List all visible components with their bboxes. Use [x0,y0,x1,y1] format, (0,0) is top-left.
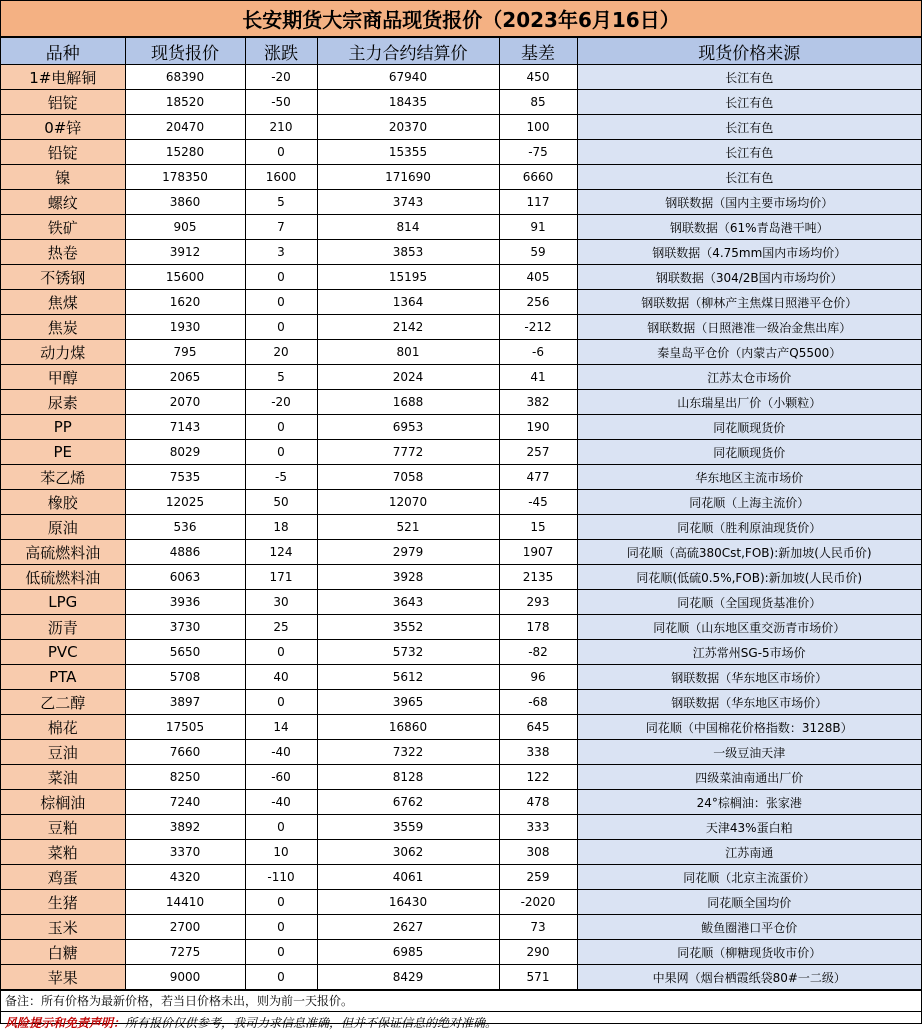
row-change: 1600 [245,165,317,190]
table-row [1,715,921,740]
row-change: 3 [245,240,317,265]
row-source: 同花顺（胜利原油现货价） [577,515,921,540]
row-basis: 478 [499,790,577,815]
row-spot-price: 4886 [125,540,245,565]
row-change: 7 [245,215,317,240]
row-spot-price: 7143 [125,415,245,440]
row-change: 50 [245,490,317,515]
header-source: 现货价格来源 [577,38,921,65]
row-settlement: 1688 [317,390,499,415]
row-basis: 91 [499,215,577,240]
row-variety: 白糖 [1,940,125,965]
row-source: 长江有色 [577,165,921,190]
row-settlement: 4061 [317,865,499,890]
row-change: 25 [245,615,317,640]
row-basis: 405 [499,265,577,290]
table-row [1,440,921,465]
row-variety: 螺纹 [1,190,125,215]
table-row [1,565,921,590]
row-change: 171 [245,565,317,590]
row-basis: -2020 [499,890,577,915]
row-settlement: 16430 [317,890,499,915]
row-spot-price: 795 [125,340,245,365]
risk-disclaimer [1,1011,921,1034]
row-change: 0 [245,140,317,165]
table-row [1,540,921,565]
row-change: 18 [245,515,317,540]
table-row [1,690,921,715]
row-change: -40 [245,790,317,815]
row-settlement: 521 [317,515,499,540]
row-change: 0 [245,640,317,665]
row-source: 钢联数据（4.75mm国内市场均价） [577,240,921,265]
table-row [1,340,921,365]
row-basis: 290 [499,940,577,965]
header-settlement: 主力合约结算价 [317,38,499,65]
row-basis: 15 [499,515,577,540]
row-source: 钢联数据（华东地区市场价） [577,690,921,715]
row-settlement: 15355 [317,140,499,165]
row-change: -60 [245,765,317,790]
row-settlement: 7322 [317,740,499,765]
row-source: 钢联数据（华东地区市场价） [577,665,921,690]
row-variety: 镍 [1,165,125,190]
row-change: 5 [245,365,317,390]
row-basis: 333 [499,815,577,840]
table-row [1,515,921,540]
table-row [1,590,921,615]
row-basis: 96 [499,665,577,690]
row-settlement: 1364 [317,290,499,315]
row-basis: 122 [499,765,577,790]
table-row [1,615,921,640]
row-settlement: 6762 [317,790,499,815]
row-spot-price: 3370 [125,840,245,865]
header-basis: 基差 [499,38,577,65]
row-settlement: 6985 [317,940,499,965]
row-settlement: 15195 [317,265,499,290]
row-variety: 棕榈油 [1,790,125,815]
row-source: 江苏常州SG-5市场价 [577,640,921,665]
row-variety: 生猪 [1,890,125,915]
row-source: 长江有色 [577,90,921,115]
table-row [1,790,921,815]
row-settlement: 3552 [317,615,499,640]
row-change: 14 [245,715,317,740]
row-change: 20 [245,340,317,365]
row-variety: PP [1,415,125,440]
row-settlement: 6953 [317,415,499,440]
row-basis: 190 [499,415,577,440]
risk-label: 风险提示和免责声明： [5,1016,126,1030]
row-source: 同花顺（全国现货基准价） [577,590,921,615]
row-change: 40 [245,665,317,690]
table-row [1,140,921,165]
row-change: 5 [245,190,317,215]
row-source: 四级菜油南通出厂价 [577,765,921,790]
row-basis: 41 [499,365,577,390]
row-variety: PE [1,440,125,465]
table-row [1,290,921,315]
header-spot-price: 现货报价 [125,38,245,65]
row-settlement: 5612 [317,665,499,690]
row-settlement: 67940 [317,65,499,90]
row-spot-price: 3912 [125,240,245,265]
row-source: 江苏南通 [577,840,921,865]
row-settlement: 7772 [317,440,499,465]
row-spot-price: 1930 [125,315,245,340]
row-source: 天津43%蛋白粕 [577,815,921,840]
table-row [1,815,921,840]
row-spot-price: 20470 [125,115,245,140]
row-source: 钢联数据（日照港准一级冶金焦出库） [577,315,921,340]
footnote: 备注：所有价格为最新价格，若当日价格未出，则为前一天报价。 [1,990,921,1011]
table-row [1,65,921,90]
row-settlement: 801 [317,340,499,365]
row-spot-price: 3936 [125,590,245,615]
row-source: 24°棕榈油：张家港 [577,790,921,815]
row-settlement: 814 [317,215,499,240]
table-row [1,240,921,265]
row-variety: 苯乙烯 [1,465,125,490]
row-variety: PVC [1,640,125,665]
row-basis: 259 [499,865,577,890]
row-variety: 低硫燃料油 [1,565,125,590]
row-source: 华东地区主流市场价 [577,465,921,490]
row-spot-price: 2700 [125,915,245,940]
row-change: 0 [245,290,317,315]
row-spot-price: 2070 [125,390,245,415]
row-spot-price: 2065 [125,365,245,390]
row-change: 0 [245,415,317,440]
row-source: 同花顺（上海主流价） [577,490,921,515]
row-change: -40 [245,740,317,765]
row-change: 124 [245,540,317,565]
row-basis: 338 [499,740,577,765]
table-row [1,665,921,690]
table-row [1,965,921,990]
row-source: 同花顺(低硫0.5%,FOB):新加坡(人民币价) [577,565,921,590]
row-basis: -75 [499,140,577,165]
row-spot-price: 3860 [125,190,245,215]
row-settlement: 8128 [317,765,499,790]
row-basis: 85 [499,90,577,115]
row-settlement: 3559 [317,815,499,840]
row-basis: 450 [499,65,577,90]
table-row [1,190,921,215]
header-variety: 品种 [1,38,125,65]
row-settlement: 12070 [317,490,499,515]
row-variety: 0#锌 [1,115,125,140]
row-variety: 橡胶 [1,490,125,515]
row-basis: -68 [499,690,577,715]
row-change: -20 [245,65,317,90]
row-variety: 铁矿 [1,215,125,240]
row-spot-price: 3730 [125,615,245,640]
row-source: 同花顺现货价 [577,415,921,440]
row-source: 同花顺现货价 [577,440,921,465]
row-source: 同花顺（山东地区重交沥青市场价） [577,615,921,640]
row-basis: 117 [499,190,577,215]
row-spot-price: 7275 [125,940,245,965]
row-spot-price: 7535 [125,465,245,490]
row-spot-price: 178350 [125,165,245,190]
row-variety: 尿素 [1,390,125,415]
row-settlement: 3743 [317,190,499,215]
row-source: 同花顺（高硫380Cst,FOB):新加坡(人民币价) [577,540,921,565]
header-change: 涨跌 [245,38,317,65]
row-basis: -82 [499,640,577,665]
row-spot-price: 18520 [125,90,245,115]
row-change: 0 [245,690,317,715]
row-spot-price: 3897 [125,690,245,715]
table-row [1,115,921,140]
row-source: 同花顺（北京主流蛋价） [577,865,921,890]
row-settlement: 5732 [317,640,499,665]
row-settlement: 8429 [317,965,499,990]
row-change: 0 [245,815,317,840]
row-spot-price: 1620 [125,290,245,315]
row-source: 钢联数据（61%青岛港干吨） [577,215,921,240]
table-body [1,65,921,990]
row-variety: 不锈钢 [1,265,125,290]
row-settlement: 16860 [317,715,499,740]
row-variety: 玉米 [1,915,125,940]
row-variety: 棉花 [1,715,125,740]
row-spot-price: 7240 [125,790,245,815]
row-variety: 高硫燃料油 [1,540,125,565]
row-variety: 沥青 [1,615,125,640]
row-variety: 乙二醇 [1,690,125,715]
row-change: -50 [245,90,317,115]
table-row [1,415,921,440]
row-variety: 菜粕 [1,840,125,865]
row-source: 江苏太仓市场价 [577,365,921,390]
row-basis: 308 [499,840,577,865]
row-basis: 1907 [499,540,577,565]
row-basis: 571 [499,965,577,990]
row-variety: 焦炭 [1,315,125,340]
row-source: 鲅鱼圈港口平仓价 [577,915,921,940]
row-spot-price: 68390 [125,65,245,90]
row-spot-price: 12025 [125,490,245,515]
table-row [1,640,921,665]
row-variety: 豆油 [1,740,125,765]
price-table [1,37,921,990]
row-settlement: 171690 [317,165,499,190]
row-basis: 59 [499,240,577,265]
row-source: 山东瑞星出厂价（小颗粒） [577,390,921,415]
row-change: 30 [245,590,317,615]
sheet-title: 长安期货大宗商品现货报价（2023年6月16日） [1,1,921,37]
row-settlement: 7058 [317,465,499,490]
row-change: 0 [245,915,317,940]
row-basis: 645 [499,715,577,740]
row-source: 中果网（烟台栖霞纸袋80#一二级） [577,965,921,990]
row-spot-price: 3892 [125,815,245,840]
row-settlement: 2142 [317,315,499,340]
row-change: 0 [245,890,317,915]
row-settlement: 2979 [317,540,499,565]
row-basis: 477 [499,465,577,490]
row-basis: 6660 [499,165,577,190]
table-row [1,265,921,290]
row-settlement: 3965 [317,690,499,715]
row-basis: 256 [499,290,577,315]
row-change: 0 [245,965,317,990]
row-change: 0 [245,940,317,965]
row-basis: 2135 [499,565,577,590]
table-row [1,90,921,115]
row-settlement: 3643 [317,590,499,615]
table-row [1,165,921,190]
row-settlement: 3928 [317,565,499,590]
table-row [1,365,921,390]
row-settlement: 3062 [317,840,499,865]
row-variety: 鸡蛋 [1,865,125,890]
row-source: 长江有色 [577,115,921,140]
row-source: 同花顺全国均价 [577,890,921,915]
row-variety: 焦煤 [1,290,125,315]
row-basis: 100 [499,115,577,140]
row-spot-price: 4320 [125,865,245,890]
row-source: 一级豆油天津 [577,740,921,765]
row-spot-price: 7660 [125,740,245,765]
row-basis: 178 [499,615,577,640]
table-row [1,215,921,240]
row-source: 钢联数据（国内主要市场均价） [577,190,921,215]
row-change: -110 [245,865,317,890]
row-variety: 苹果 [1,965,125,990]
row-change: -20 [245,390,317,415]
row-variety: LPG [1,590,125,615]
row-change: 0 [245,265,317,290]
table-row [1,315,921,340]
row-settlement: 2024 [317,365,499,390]
row-variety: 铅锭 [1,140,125,165]
row-spot-price: 15280 [125,140,245,165]
table-row [1,490,921,515]
table-row [1,915,921,940]
row-spot-price: 5650 [125,640,245,665]
row-source: 长江有色 [577,140,921,165]
row-spot-price: 905 [125,215,245,240]
row-settlement: 20370 [317,115,499,140]
row-basis: 382 [499,390,577,415]
row-spot-price: 5708 [125,665,245,690]
row-change: 0 [245,440,317,465]
row-variety: PTA [1,665,125,690]
table-row [1,765,921,790]
row-variety: 原油 [1,515,125,540]
table-row [1,940,921,965]
row-spot-price: 6063 [125,565,245,590]
row-basis: 73 [499,915,577,940]
row-spot-price: 9000 [125,965,245,990]
row-basis: -212 [499,315,577,340]
row-settlement: 3853 [317,240,499,265]
row-spot-price: 17505 [125,715,245,740]
row-variety: 1#电解铜 [1,65,125,90]
table-row [1,865,921,890]
row-settlement: 18435 [317,90,499,115]
table-row [1,840,921,865]
row-change: 10 [245,840,317,865]
row-variety: 铝锭 [1,90,125,115]
row-variety: 菜油 [1,765,125,790]
table-row [1,390,921,415]
row-basis: -45 [499,490,577,515]
table-row [1,465,921,490]
row-basis: 293 [499,590,577,615]
row-change: 0 [245,315,317,340]
table-header-row [1,38,921,65]
row-spot-price: 14410 [125,890,245,915]
row-source: 同花顺（中国棉花价格指数：3128B） [577,715,921,740]
table-row [1,740,921,765]
row-source: 钢联数据（柳林产主焦煤日照港平仓价） [577,290,921,315]
row-basis: -6 [499,340,577,365]
risk-text: 所有报价仅供参考，我司力求信息准确，但并不保证信息的绝对准确。 [125,1016,498,1030]
row-variety: 热卷 [1,240,125,265]
row-settlement: 2627 [317,915,499,940]
row-spot-price: 8250 [125,765,245,790]
row-source: 秦皇岛平仓价（内蒙古产Q5500） [577,340,921,365]
row-source: 同花顺（柳糖现货收市价） [577,940,921,965]
row-change: 210 [245,115,317,140]
row-variety: 豆粕 [1,815,125,840]
row-spot-price: 8029 [125,440,245,465]
row-change: -5 [245,465,317,490]
row-source: 钢联数据（304/2B国内市场均价） [577,265,921,290]
row-variety: 动力煤 [1,340,125,365]
row-source: 长江有色 [577,65,921,90]
table-row [1,890,921,915]
row-spot-price: 15600 [125,265,245,290]
row-basis: 257 [499,440,577,465]
row-variety: 甲醇 [1,365,125,390]
row-spot-price: 536 [125,515,245,540]
